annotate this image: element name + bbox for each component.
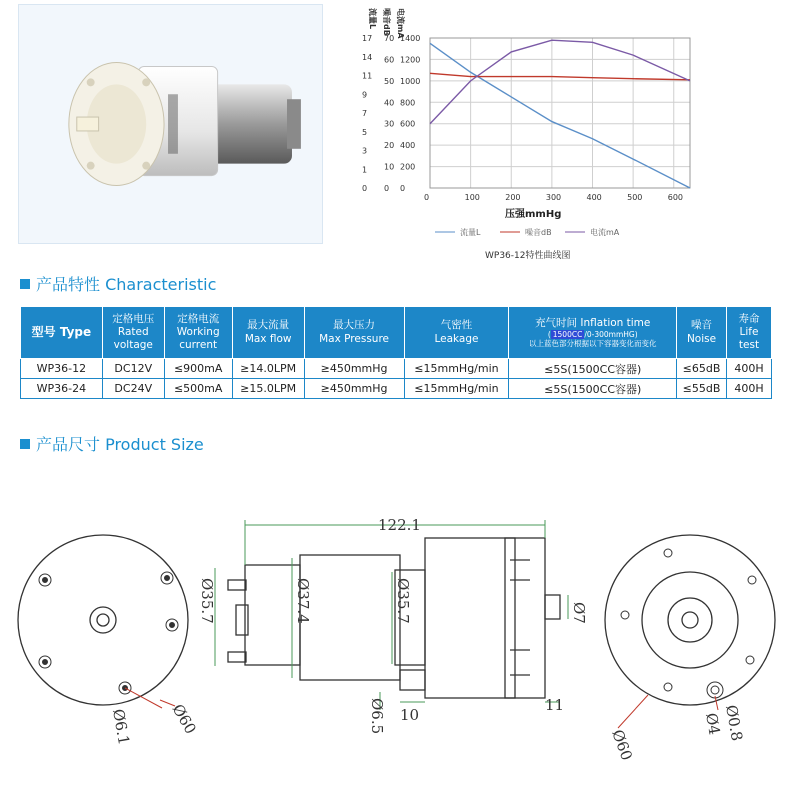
cell-pressure: ≥450mmHg (304, 359, 404, 379)
header-voltage: 定格电压 Rated voltage (102, 307, 164, 359)
y-axis-title-flow: 流量L (368, 8, 377, 30)
y-tick-label: 1400 (400, 34, 421, 43)
header-type: 型号 Type (21, 307, 103, 359)
dim-left-hole: Ø6.1 (109, 707, 134, 747)
section-characteristic (20, 272, 216, 295)
dimension-drawing (0, 470, 800, 800)
series-line (430, 40, 690, 124)
dim-right-small-hole-2: Ø0.8 (722, 703, 747, 743)
dim-len-10: 10 (400, 706, 420, 724)
y-tick-label: 7 (362, 109, 368, 118)
spec-table-header (21, 307, 772, 359)
cell-voltage: DC12V (102, 359, 164, 379)
dim-shaft: Ø6.5 (368, 698, 386, 735)
dim-right-diameter: Ø60 (608, 727, 636, 763)
section-characteristic-title: 产品特性 Characteristic (36, 275, 217, 294)
side-view (228, 538, 560, 698)
cell-type: WP36-12 (21, 359, 103, 379)
x-tick-label: 300 (545, 193, 562, 202)
y-tick-label: 50 (384, 76, 395, 86)
chart-caption: WP36-12特性曲线图 (485, 251, 571, 261)
x-tick-label: 400 (586, 193, 602, 202)
y-tick-label: 9 (362, 90, 368, 100)
cell-voltage: DC24V (102, 379, 164, 399)
header-inflation: 充气时间 Inflation time ( 1500CC /0-300mmHG) 以上蓝色部分根据以下容器变化而变化 (509, 307, 677, 359)
cell-life: 400H (727, 379, 772, 399)
legend-noise: 噪音dB (525, 228, 552, 237)
dim-overall-length: 122.1 (378, 516, 421, 534)
table-row (21, 379, 772, 399)
x-tick-label: 100 (464, 193, 480, 202)
right-end-view (605, 535, 775, 705)
cell-current: ≤500mA (164, 379, 232, 399)
y-tick-label: 40 (384, 98, 395, 108)
header-current: 定格电流 Working current (164, 307, 232, 359)
y-tick-label: 0 (400, 184, 406, 193)
section-bullet-icon (20, 279, 30, 289)
cell-inflation: ≤5S(1500CC容器) (509, 359, 677, 379)
y-tick-label: 1200 (400, 55, 421, 65)
table-row (21, 359, 772, 379)
dim-outlet: Ø7 (570, 602, 588, 624)
x-tick-label: 0 (424, 193, 430, 202)
y-tick-label: 0 (362, 184, 368, 193)
cell-type: WP36-24 (21, 379, 103, 399)
cell-pressure: ≥450mmHg (304, 379, 404, 399)
cell-flow: ≥14.0LPM (232, 359, 304, 379)
legend-flow: 流量L (460, 228, 481, 237)
x-axis-title: 压强mmHg (505, 209, 562, 220)
y-tick-label: 600 (400, 119, 416, 129)
cell-leakage: ≤15mmHg/min (404, 379, 509, 399)
section-bullet-icon (20, 439, 30, 449)
dim-right-small-hole: Ø4 (702, 711, 724, 737)
y-tick-label: 5 (362, 127, 368, 137)
y-tick-label: 400 (400, 141, 416, 151)
left-end-view (18, 535, 188, 705)
section-size-title: 产品尺寸 Product Size (36, 435, 204, 454)
x-tick-label: 200 (505, 193, 521, 202)
dim-diameter-2: Ø37.4 (294, 578, 312, 624)
y-tick-label: 11 (362, 71, 373, 81)
cell-leakage: ≤15mmHg/min (404, 359, 509, 379)
cell-noise: ≤55dB (677, 379, 727, 399)
y-tick-label: 3 (362, 146, 368, 156)
y-tick-label: 20 (384, 141, 395, 151)
dim-diameter-1: Ø35.7 (198, 578, 216, 624)
header-pressure: 最大压力 Max Pressure (304, 307, 404, 359)
y-axis-title-current: 电流mA (396, 8, 405, 39)
header-noise: 噪音 Noise (677, 307, 727, 359)
cell-flow: ≥15.0LPM (232, 379, 304, 399)
y-tick-label: 200 (400, 162, 416, 172)
product-photo (18, 4, 323, 244)
series-line (430, 73, 690, 79)
header-leakage: 气密性 Leakage (404, 307, 509, 359)
cell-inflation: ≤5S(1500CC容器) (509, 379, 677, 399)
y-tick-label: 30 (384, 119, 395, 129)
y-tick-label: 800 (400, 98, 416, 108)
x-tick-label: 500 (627, 193, 643, 202)
x-tick-label: 600 (667, 193, 684, 202)
y-axis-title-noise: 噪音dB (382, 8, 391, 36)
cell-noise: ≤65dB (677, 359, 727, 379)
y-tick-label: 10 (384, 162, 395, 172)
section-size (20, 432, 204, 455)
y-tick-label: 14 (362, 52, 373, 62)
header-flow: 最大流量 Max flow (232, 307, 304, 359)
dim-left-diameter: Ø60 (168, 701, 200, 738)
spec-table (20, 306, 772, 399)
header-life: 寿命 Life test (727, 307, 772, 359)
legend-current: 电流mA (590, 228, 620, 237)
cell-life: 400H (727, 359, 772, 379)
y-tick-label: 0 (384, 184, 390, 193)
y-tick-label: 70 (384, 34, 395, 43)
y-tick-label: 17 (362, 34, 373, 43)
cell-current: ≤900mA (164, 359, 232, 379)
y-tick-label: 60 (384, 55, 395, 65)
y-tick-label: 1000 (400, 76, 421, 86)
dim-len-11: 11 (545, 696, 565, 714)
dim-diameter-3: Ø35.7 (394, 578, 412, 624)
y-tick-label: 1 (362, 165, 368, 175)
characteristic-chart (340, 0, 700, 265)
